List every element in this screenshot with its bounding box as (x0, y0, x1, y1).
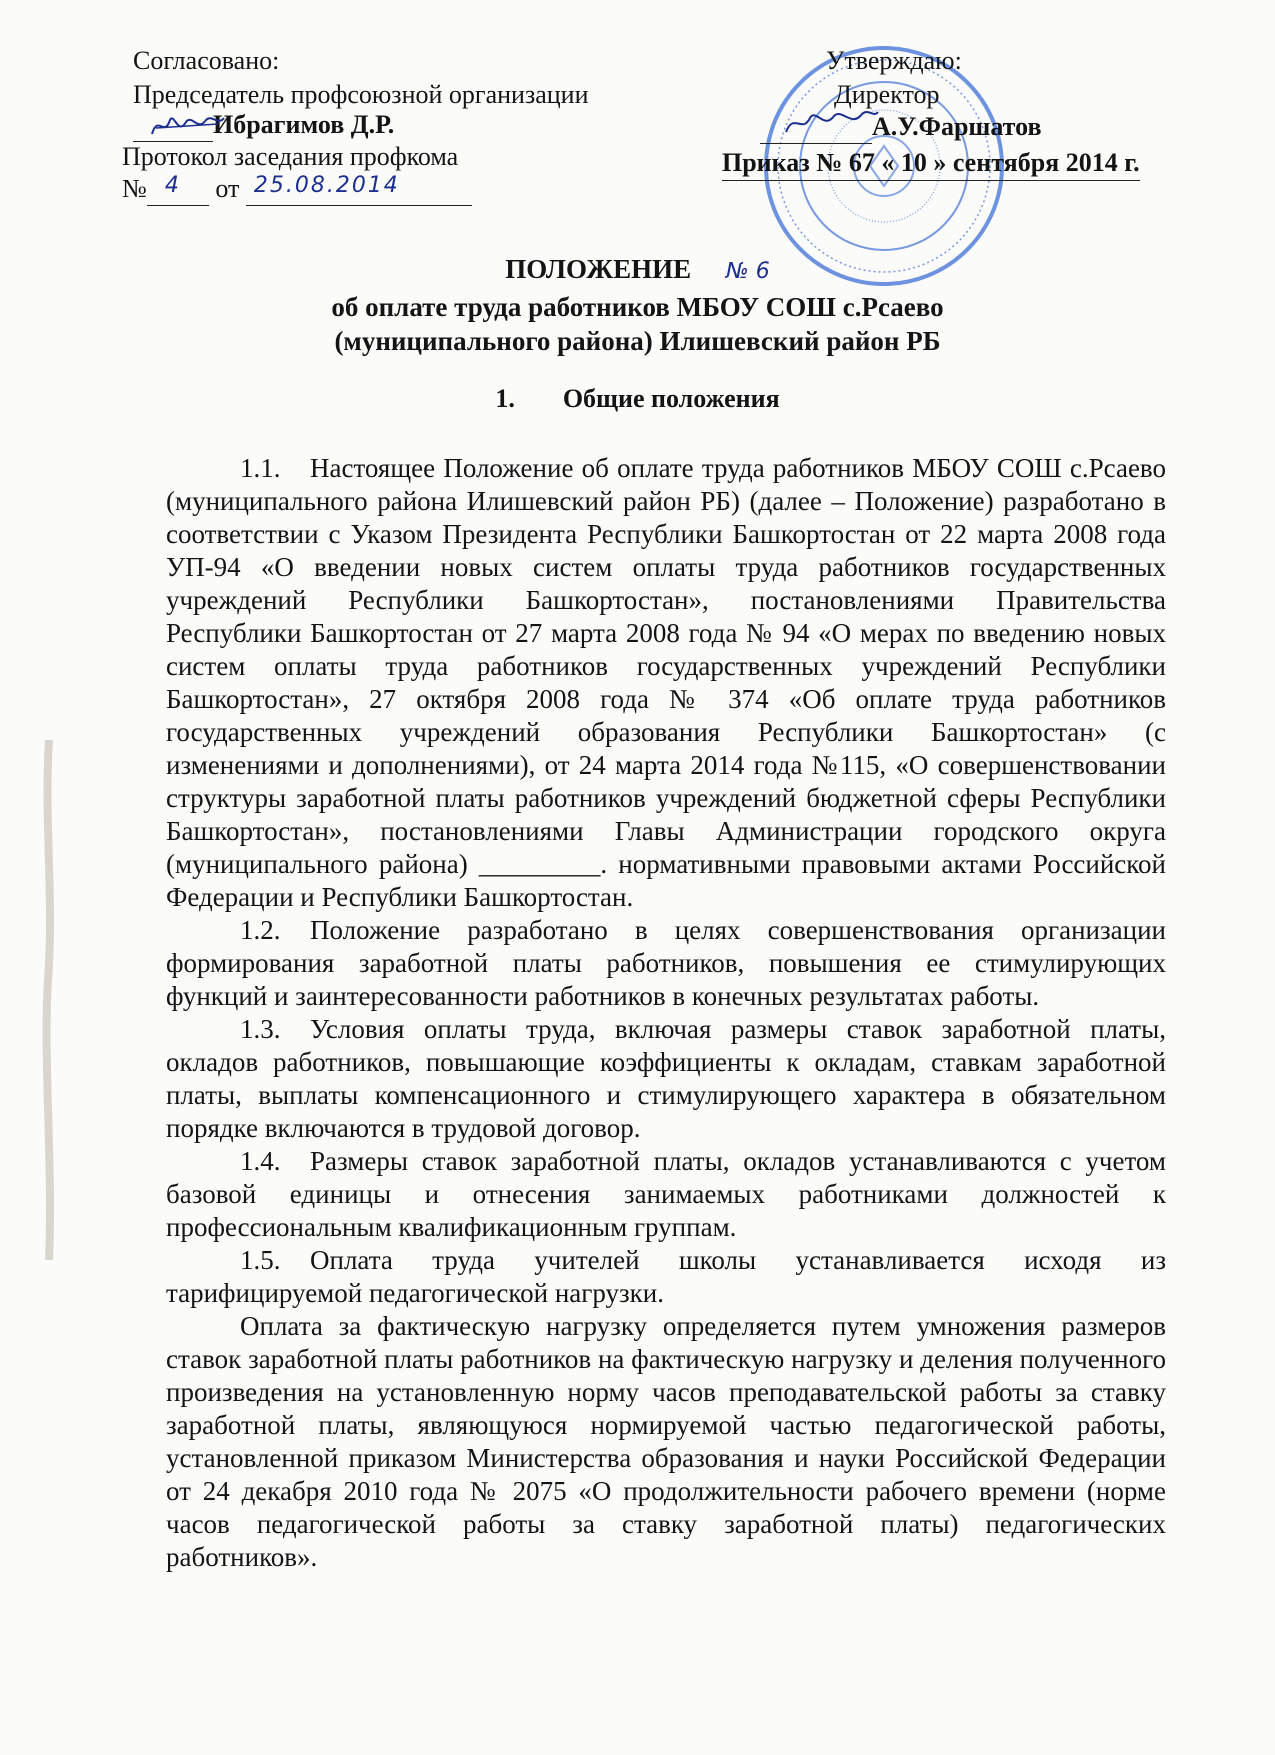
director-position: Директор (834, 80, 940, 109)
agreed-label: Согласовано: (133, 46, 280, 75)
paragraph-text: Положение разработано в целях совершенствования организации формирования заработной платы работников, повышения ее стимулирующих функций и заинтересованности работников в конечных результатах работы. (166, 915, 1166, 1011)
date-prefix: от (215, 174, 240, 203)
paragraph (166, 914, 1166, 1013)
date-field (246, 175, 472, 206)
paragraph (166, 1145, 1166, 1244)
document-title (0, 250, 1275, 291)
title-line-1: об оплате труда работников МБОУ СОШ с.Рсаево (331, 292, 944, 322)
paragraph-number: 1.2. (240, 915, 281, 945)
paragraph-text: Настоящее Положение об оплате труда работников МБОУ СОШ с.Рсаево (муниципального района Илишевский район РБ) (далее – Положение) разработано в соответствии с Указом Президента Республики Башкортостан от 22 марта 2008 года УП-94 «О введении новых систем оплаты труда работников государственных учреждений Республики Башкортостан», постановлениями Правительства Республики Башкортостан от 27 марта 2008 года № 94 «О мерах по введению новых систем оплаты труда работников государственных учреждений Республики Башкортостан», 27 октября 2008 года № 374 «Об оплате труда работников государственных учреждений образования Республики Башкортостан» (с изменениями и дополнениями), от 24 марта 2014 года №115, «О совершенствовании структуры заработной платы работников учреждений бюджетной сферы Республики Башкортостан», постановлениями Главы Администрации городского округа (муниципального района) _________. нормативными правовыми актами Российской Федерации и Республики Башкортостан. (166, 453, 1166, 912)
title-heading: ПОЛОЖЕНИЕ (505, 254, 692, 284)
number-field (147, 175, 209, 206)
union-chairman-position: Председатель профсоюзной организации (133, 80, 589, 109)
approve-label: Утверждаю: (826, 46, 962, 75)
protocol-date: 25.08.2014 (253, 173, 400, 198)
order-line: Приказ № 67 « 10 » сентября 2014 г. (722, 146, 1140, 181)
title-line-2: (муниципального района) Илишевский район РБ (334, 326, 941, 356)
union-signature (148, 108, 228, 142)
paragraph-number: 1.4. (240, 1146, 281, 1176)
section-number: 1. (495, 384, 515, 413)
protocol-label: Протокол заседания профкома (122, 142, 459, 171)
paragraph-number: 1.1. (240, 453, 281, 483)
paragraph (166, 1310, 1166, 1574)
protocol-number-line (122, 172, 472, 206)
paragraph (166, 1244, 1166, 1310)
handwritten-number: № 6 (725, 259, 770, 284)
number-prefix: № (122, 174, 147, 203)
section-name: Общие положения (562, 384, 780, 413)
paragraph-text: Размеры ставок заработной платы, окладов устанавливаются с учетом базовой единицы и отнесения занимаемых работниками должностей к профессиональным квалификационным группам. (166, 1146, 1166, 1242)
paragraph-number: 1.3. (240, 1014, 281, 1044)
paragraph-number: 1.5. (240, 1245, 281, 1275)
director-name: А.У.Фаршатов (872, 112, 1042, 141)
paragraph-text: Условия оплаты труда, включая размеры ставок заработной платы, окладов работников, повышающие коэффициенты к окладам, ставкам заработной платы, выплаты компенсационного и стимулирующего характера в обязательном порядке включаются в трудовой договор. (166, 1014, 1166, 1143)
section-title (0, 384, 1275, 414)
protocol-number: 4 (164, 173, 179, 198)
paragraph-text: Оплата труда учителей школы устанавливается исходя из тарифицируемой педагогической нагрузки. (166, 1245, 1166, 1308)
director-signature (780, 104, 880, 140)
paragraph (166, 452, 1166, 914)
paragraph (166, 1013, 1166, 1145)
body-text (166, 452, 1166, 1574)
union-chairman-name: Ибрагимов Д.Р. (213, 110, 395, 139)
paragraph-text: Оплата за фактическую нагрузку определяется путем умножения размеров ставок заработной платы работников на фактическую нагрузку и деления полученного произведения на установленную норму часов преподавательской работы за ставку заработной платы, являющуюся нормируемой частью педагогической работы, установленной приказом Министерства образования и науки Российской Федерации от 24 декабря 2010 года № 2075 «О продолжительности рабочего времени (норме часов педагогической работы за ставку заработной платы) педагогических работников». (166, 1311, 1166, 1572)
binding-mark (38, 740, 60, 1260)
